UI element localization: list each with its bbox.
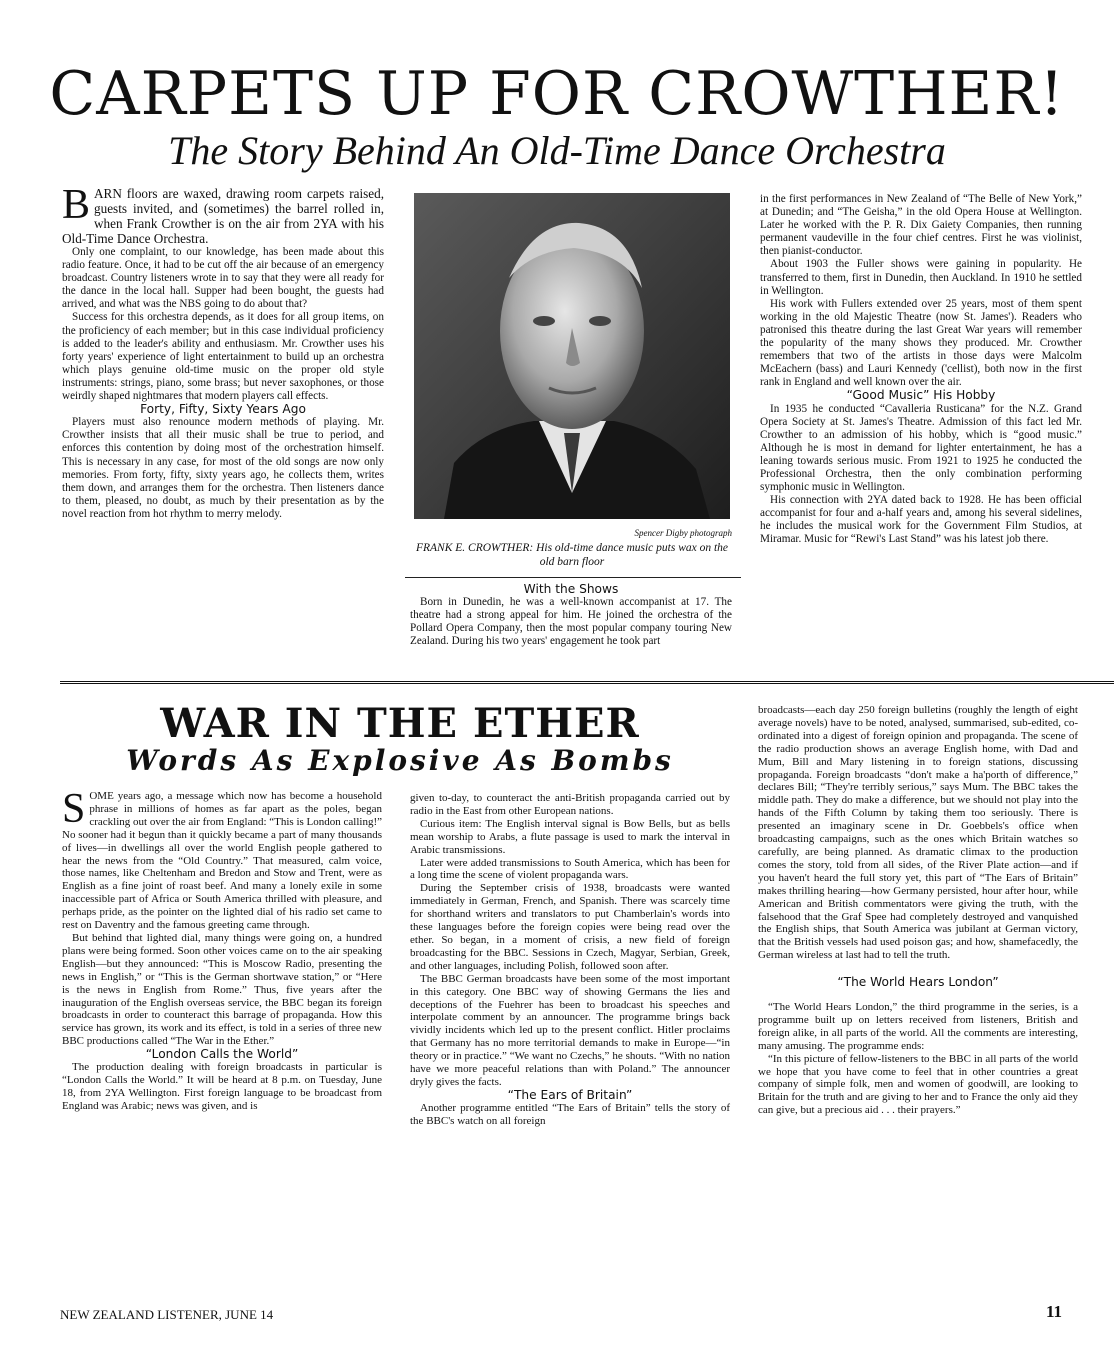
article1-column-3 — [760, 193, 1082, 547]
paragraph: Later were added transmissions to South America, which has been for a long time the scene of violent propaganda wars. — [410, 856, 730, 882]
article2-column-3 — [758, 704, 1078, 1117]
article2-lead-paragraph — [62, 786, 382, 932]
paragraph: His connection with 2YA dated back to 1928. He has been official accompanist for four and a-half years and, among his several sidelines, he includes the musical work for the Government Film Studios, at Miramar. Music for “Rewi's Last Stand” was his latest job there. — [760, 494, 1082, 546]
subheading: “The World Hears London” — [837, 975, 999, 990]
article1-lead-paragraph — [62, 182, 384, 246]
paragraph: Curious item: The English interval signal is Bow Bells, but as bells mean worship to Arabs, a flute passage is used to mark the interval in Arabic transmissions. — [410, 817, 730, 856]
photo-credit: Spencer Digby photograph — [634, 528, 732, 538]
photo-caption: FRANK E. CROWTHER: His old-time dance music puts wax on the old barn floor — [415, 542, 729, 568]
paragraph: “The World Hears London,” the third programme in the series, is a programme built up on letters received from listeners, British and foreign alike, in all parts of the world. All the comments are interesting, many amusing. The programme ends: — [758, 1001, 1078, 1052]
paragraph: broadcasts—each day 250 foreign bulletins (roughly the length of eight average novels) have to be noted, analysed, summarised, sub-edited, co-ordinated into a digest of foreign opinion and propaganda. The scene of the radio production shows an average English home, with Dad and Mum, Bill and Mary listening in to foreign stations, discussing propaganda. Foreign broadcasts “don't make a ha'porth of difference,” declares Bill; “They're terribly serious,” says Mum. The BBC takes the middle path. They do make a difference, but we should not play into the hands of the Fifth Column by taking them too seriously. There is presented an imaginary scene in Dr. Goebbels's office when broadcasting campaigns, such as the ones which Britain watches so carefully, are being planned. As dramatic climax to the production comes the story, told from all sides, of the River Plate action—and if you haven't heard the full story yet, this part of “The Ears of Britain” makes thrilling hearing—how Germany persisted, hour after hour, while American and British commentators were giving the truth, with the falsehood that the Graf Spee had completely destroyed and vanquished the English ships, that South America was jubilant at German victory, that the British vessels had used poison gas; and how, shamefacedly, the German wireless at last had to tell the truth. — [758, 704, 1078, 962]
caption-divider — [405, 577, 741, 578]
paragraph: Success for this orchestra depends, as it does for all group items, on the proficiency of each member; but in this case individual proficiency is added to the leader's ability and enthusiasm. Mr. Crowther uses his forty years' experience of light entertainment to build up an orchestra which plays genuine old-time music on the proper old style instruments: strings, piano, some brass; but never saxophones, or those weirdly shaped nightmares that modern players call effects. — [62, 311, 384, 403]
article1-column-1 — [62, 182, 384, 521]
subheading: With the Shows — [523, 582, 619, 596]
paragraph: Another programme entitled “The Ears of Britain” tells the story of the BBC's watch on all foreign — [410, 1101, 730, 1127]
article2-column-2 — [410, 792, 730, 1128]
paragraph: About 1903 the Fuller shows were gaining in popularity. He transferred to them, first in Dunedin, then Auckland. In 1910 he settled in Wellington. — [760, 258, 1082, 297]
lead-text: ARN floors are waxed, drawing room carpets raised, guests invited, and (sometimes) the barrel rolled in, when Frank Crowther is on the air from 2YA with his Old-Time Dance Orchestra. — [62, 186, 384, 246]
page-number: 11 — [1046, 1302, 1063, 1321]
dropcap: B — [62, 182, 91, 228]
dropcap: S — [62, 786, 86, 832]
portrait-illustration — [414, 193, 730, 519]
publication-footer: NEW ZEALAND LISTENER, JUNE 14 — [60, 1307, 274, 1322]
article2-column-1 — [62, 786, 382, 1113]
subheading: Forty, Fifty, Sixty Years Ago — [140, 402, 306, 417]
article1-headline: CARPETS UP FOR CROWTHER! — [49, 59, 1065, 129]
lead-text: OME years ago, a message which now has become a household phrase in millions of homes as far apart as the poles, began crackling out over the air from England: “This is London calling!” No sooner had it begun than it quickly became a part of many thousands of lives—in dwellings all over the world English people gathered to hear the news from the “Old Country.” That measured, calm voice, those names, like Cheltenham and Bredon and Stow and Trent, were as English as a fine joint of roast beef. And many a lonely exile in some inaccessible part of Africa or South America thrilled with pleasure, and perhaps pride, as the pointer on the lighted dial of his radio set came to rest on Daventry and the famous greeting came through. — [62, 790, 382, 932]
paragraph: in the first performances in New Zealand of “The Belle of New York,” at Dunedin; and “The Geisha,” in the old Opera House at Wellington. Later he worked with the P. R. Dix Gaiety Companies, then running permanent vaudeville in the four chief centres. First he was violinist, then pianist-conductor. — [760, 193, 1082, 258]
article1-column-2 — [410, 581, 732, 648]
article2-deck: Words As Explosive As Bombs — [126, 744, 674, 777]
paragraph: In 1935 he conducted “Cavalleria Rusticana” for the N.Z. Grand Opera Society at St. James's Theatre. Admission of this fact led Mr. Crowther to an admission of his hobby, which is “good music.” Although he is most in demand for lighter entertainment, he has a leaning towards serious music. From 1921 to 1925 he conducted the Professional Orchestra, then the only combination performing symphonic music in Wellington. — [760, 402, 1082, 494]
paragraph: Players must also renounce modern methods of playing. Mr. Crowther insists that all their music shall be true to period, and enforces this contention by doing most of the orchestration himself. This is necessary in any case, for most of the old songs are now only memories. From forty, fifty, sixty years ago, he collects them, writes them down, and arranges them for the orchestra. Then listeners dance to them, pleased, no doubt, as much by their presentation as by the novel reaction from hot rhythm to merry melody. — [62, 416, 384, 520]
subheading: “Good Music” His Hobby — [846, 388, 996, 403]
paragraph: His work with Fullers extended over 25 years, most of them spent working in the old Majestic Theatre (now St. James'). Readers who patronised this theatre during the last Great War years will remember the popularity of the many shows they produced. Mr. Crowther remembers that two of the artists in those days were Malcolm McEachern (bass) and Lauri Kennedy ('cellist), both now in the first rank in England and well known over the air. — [760, 297, 1082, 389]
subheading: “The Ears of Britain” — [507, 1087, 633, 1102]
subheading: “London Calls the World” — [145, 1047, 299, 1062]
article1-deck: The Story Behind An Old-Time Dance Orchestra — [168, 128, 946, 173]
paragraph: But behind that lighted dial, many things were going on, a hundred plans were being formed. Soon other voices came on to the air speaking English—but they announced: “This is Moscow Radio, presenting the news in English,” or “This is the German shortwave station,” or “Here is the news in English from Rome.” Thus, five years after the inauguration of the English overseas service, the BBC began its foreign broadcasts in order to counteract this barrage of propaganda. How this service has grown, its work and its effect, is told in a series of three new BBC productions called “The War in the Ether.” — [62, 931, 382, 1048]
portrait-photo — [414, 193, 730, 519]
paragraph: The production dealing with foreign broadcasts in particular is “London Calls the World.” It will be heard at 8 p.m. on Tuesday, June 18, from 2YA Wellington. First foreign language to be broadcast from England was Arabic; news was given, and is — [62, 1061, 382, 1112]
paragraph: Only one complaint, to our knowledge, has been made about this radio feature. Once, it had to be cut off the air because of an emergency broadcast. Country listeners wrote in to say that they were all ready for the dance in the local hall. Supper had been bought, the guests had arrived, and what was the NBS going to do about that? — [62, 246, 384, 311]
paragraph: given to-day, to counteract the anti-British propaganda carried out by radio in the East from other European nations. — [410, 792, 730, 817]
paragraph: “In this picture of fellow-listeners to the BBC in all parts of the world we hope that you have come to feel that in other countries a great company of simple folk, men and women of goodwill, are looking to Britain for the truth and are giving to her and to France the only aid they can give, but a precious aid . . . their prayers.” — [758, 1052, 1078, 1117]
article-divider — [60, 681, 1114, 684]
paragraph: Born in Dunedin, he was a well-known accompanist at 17. The theatre had a strong appeal for him. He joined the orchestra of the Pollard Opera Company, then the most popular company touring New Zealand. During his two years' engagement he took part — [410, 596, 732, 648]
paragraph: The BBC German broadcasts have been some of the most important in this category. One BBC way of showing Germans the lies and deceptions of the Fuehrer has been to broadcast his speeches and interpolate comment by an announcer. The programme brings back vividly incidents which led up to the present conflict. Hitler proclaims that Germany has no more territorial demands to make in Europe—“in theory or in practice.” “We want no Czechs,” he shouts. “With no nation have we more peaceful relations than with Poland.” The announcer dryly gives the facts. — [410, 972, 730, 1088]
paragraph: During the September crisis of 1938, broadcasts were wanted immediately in German, French, and Spanish. There was scarcely time for shorthand writers and translators to put Chamberlain's words into these languages before the foreign copies were being read over the ether. So began, in a moment of crisis, a new field of foreign broadcasting for the BBC. Sessions in Czech, Magyar, Serbian, Greek, and other languages, including Polish, followed soon after. — [410, 882, 730, 972]
article2-headline: WAR IN THE ETHER — [160, 700, 640, 747]
